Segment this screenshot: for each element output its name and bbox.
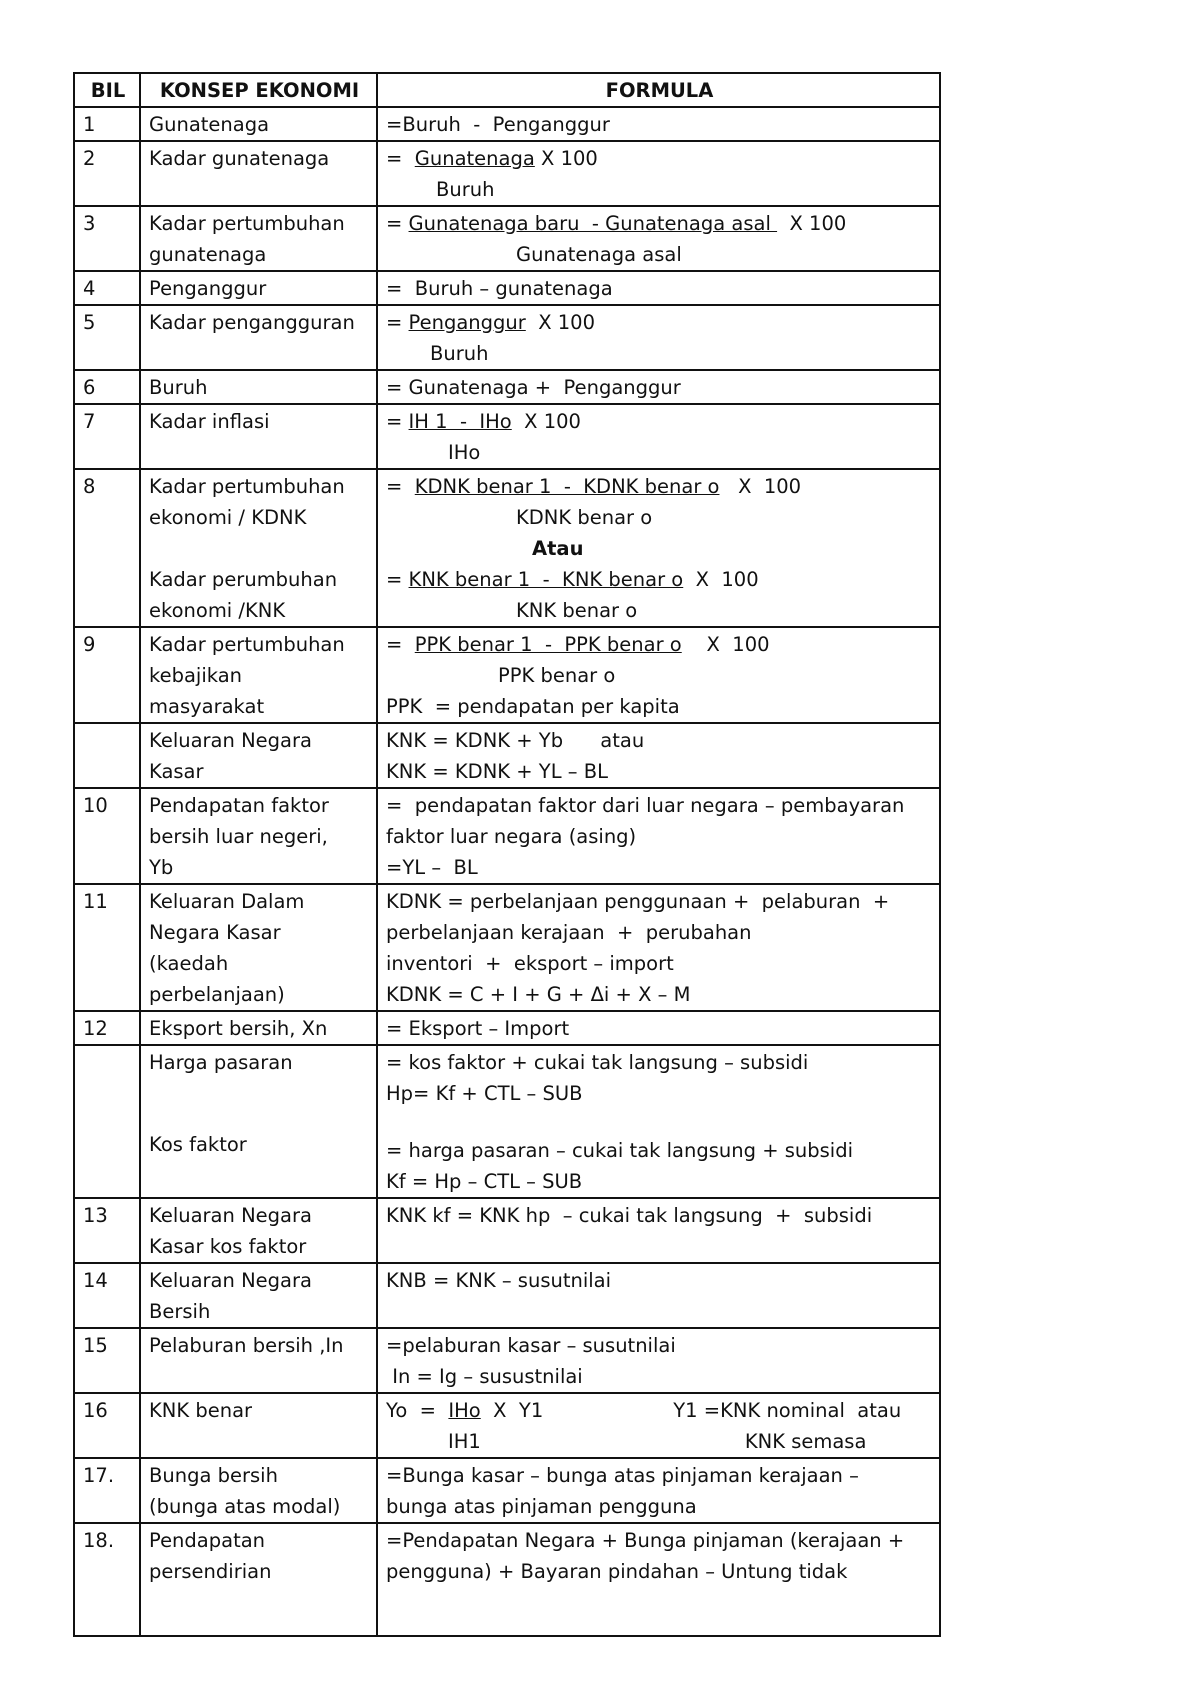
row-number: 16: [74, 1393, 140, 1458]
concept-line: Negara Kasar: [149, 921, 281, 944]
formula-line: Kf = Hp – CTL – SUB: [386, 1170, 583, 1193]
formula-line: KDNK = perbelanjaan penggunaan + pelaburan +: [386, 890, 890, 913]
concept-cell: Penganggur: [140, 271, 377, 305]
formula-cell: [377, 107, 940, 141]
formula-line: KNK = KDNK + Yb atau: [386, 729, 645, 752]
formula-line: KDNK = C + I + G + Δi + X – M: [386, 983, 691, 1006]
table-row: [74, 884, 940, 1011]
row-number: 11: [74, 884, 140, 1011]
concept-cell: [140, 206, 377, 271]
header-bil: BIL: [74, 73, 140, 107]
row-number: 10: [74, 788, 140, 884]
fraction-denominator: IH1: [448, 1430, 481, 1453]
table-row: [74, 1523, 940, 1636]
formula-line: = kos faktor + cukai tak langsung – subsidi: [386, 1051, 809, 1074]
concept-line: Bunga bersih: [149, 1464, 278, 1487]
fraction-denominator: IHo: [448, 441, 481, 464]
concept-cell: [140, 1045, 377, 1198]
row-number: 12: [74, 1011, 140, 1045]
table-row: [74, 723, 940, 788]
row-number: 17.: [74, 1458, 140, 1523]
table-row: [74, 1045, 940, 1198]
fraction-numerator: KDNK benar 1 - KDNK benar o: [414, 475, 720, 498]
concept-line: bersih luar negeri,: [149, 825, 328, 848]
concept-cell: Eksport bersih, Xn: [140, 1011, 377, 1045]
table-row: [74, 141, 940, 206]
row-number: 1: [74, 107, 140, 141]
table-row: [74, 1263, 940, 1328]
formula-cell: [377, 1458, 940, 1523]
concept-line: [149, 533, 370, 564]
fraction-numerator: Gunatenaga: [414, 147, 535, 170]
formula-prefix: =: [386, 568, 409, 591]
row-number: 13: [74, 1198, 140, 1263]
concept-line: Kasar: [149, 760, 204, 783]
concept-cell: Pelaburan bersih ,In: [140, 1328, 377, 1393]
formula-cell: [377, 1523, 940, 1636]
concept-cell: [140, 723, 377, 788]
table-row: [74, 271, 940, 305]
formula-cell: [377, 1263, 940, 1328]
formula-cell: [377, 370, 940, 404]
formula-prefix: Yo =: [386, 1399, 449, 1422]
concept-line: perbelanjaan): [149, 983, 285, 1006]
table-row: [74, 627, 940, 723]
concept-line: [149, 1109, 370, 1129]
formula-note: Y1 =KNK nominal atau: [673, 1399, 902, 1422]
formula-line: = Gunatenaga + Penganggur: [386, 376, 681, 399]
fraction-denominator: KNK benar o: [516, 599, 638, 622]
formula-suffix: X 100: [777, 212, 847, 235]
table-row: [74, 1393, 940, 1458]
formula-cell: [377, 788, 940, 884]
table-row: [74, 1011, 940, 1045]
concept-line: Pendapatan: [149, 1529, 266, 1552]
concept-line: Keluaran Negara: [149, 1269, 312, 1292]
row-number: [74, 1045, 140, 1198]
fraction-numerator: IHo: [448, 1399, 481, 1422]
formula-line: [386, 1109, 933, 1135]
concept-cell: [140, 469, 377, 627]
formula-line: Hp= Kf + CTL – SUB: [386, 1082, 583, 1105]
concept-cell: [140, 627, 377, 723]
concept-cell: Buruh: [140, 370, 377, 404]
formula-line: = Eksport – Import: [386, 1017, 570, 1040]
table-row: [74, 370, 940, 404]
formula-line: = harga pasaran – cukai tak langsung + subsidi: [386, 1139, 854, 1162]
concept-line: ekonomi / KDNK: [149, 506, 307, 529]
fraction-denominator: Gunatenaga asal: [516, 243, 682, 266]
concept-cell: [140, 788, 377, 884]
formula-suffix: X 100: [683, 568, 759, 591]
concept-line: Keluaran Negara: [149, 1204, 312, 1227]
row-number: 15: [74, 1328, 140, 1393]
concept-cell: Gunatenaga: [140, 107, 377, 141]
formula-suffix: X Y1: [480, 1399, 544, 1422]
concept-line: Kadar pertumbuhan: [149, 475, 345, 498]
header-konsep: KONSEP EKONOMI: [140, 73, 377, 107]
concept-cell: [140, 1458, 377, 1523]
formula-prefix: =: [386, 212, 409, 235]
formula-cell: [377, 1393, 940, 1458]
formula-cell: [377, 627, 940, 723]
formula-line: =Bunga kasar – bunga atas pinjaman kerajaan –: [386, 1464, 859, 1487]
row-number: 9: [74, 627, 140, 723]
table-header-row: [74, 73, 940, 107]
formula-cell: [377, 723, 940, 788]
table-row: [74, 1198, 940, 1263]
row-number: 18.: [74, 1523, 140, 1636]
formula-line: =Pendapatan Negara + Bunga pinjaman (kerajaan +: [386, 1529, 905, 1552]
formula-line: =pelaburan kasar – susutnilai: [386, 1334, 676, 1357]
fraction-numerator: KNK benar 1 - KNK benar o: [408, 568, 684, 591]
formula-suffix: X 100: [525, 311, 595, 334]
formula-line: inventori + eksport – import: [386, 952, 674, 975]
table-row: [74, 1328, 940, 1393]
concept-line: (kaedah: [149, 952, 229, 975]
formula-prefix: =: [386, 147, 415, 170]
concept-cell: KNK benar: [140, 1393, 377, 1458]
row-number: 5: [74, 305, 140, 370]
formula-prefix: =: [386, 475, 415, 498]
formula-suffix: X 100: [534, 147, 598, 170]
concept-line: Harga pasaran: [149, 1051, 293, 1074]
concept-line: Yb: [149, 856, 174, 879]
row-number: 2: [74, 141, 140, 206]
formula-table: [73, 72, 941, 1637]
concept-cell: Kadar pengangguran: [140, 305, 377, 370]
formula-cell: [377, 1011, 940, 1045]
concept-cell: Kadar inflasi: [140, 404, 377, 469]
table-row: [74, 469, 940, 627]
formula-note: KNK semasa: [744, 1430, 867, 1453]
formula-cell: [377, 1328, 940, 1393]
row-number: 8: [74, 469, 140, 627]
formula-cell: [377, 1045, 940, 1198]
formula-cell: [377, 271, 940, 305]
formula-suffix: X 100: [681, 633, 770, 656]
formula-line: perbelanjaan kerajaan + perubahan: [386, 921, 752, 944]
concept-line: Kadar pertumbuhan: [149, 633, 345, 656]
concept-line: Bersih: [149, 1300, 211, 1323]
row-number: 6: [74, 370, 140, 404]
concept-cell: [140, 884, 377, 1011]
formula-line: = pendapatan faktor dari luar negara – pembayaran: [386, 794, 905, 817]
row-number: 4: [74, 271, 140, 305]
formula-cell: [377, 1198, 940, 1263]
formula-line: KNB = KNK – susutnilai: [386, 1269, 612, 1292]
table-row: [74, 107, 940, 141]
table-row: [74, 404, 940, 469]
fraction-denominator: KDNK benar o: [516, 506, 653, 529]
formula-cell: [377, 141, 940, 206]
formula-prefix: =: [386, 410, 409, 433]
fraction-denominator: PPK benar o: [498, 664, 616, 687]
formula-line: = Buruh – gunatenaga: [386, 277, 613, 300]
concept-line: (bunga atas modal): [149, 1495, 341, 1518]
concept-line: gunatenaga: [149, 243, 267, 266]
concept-line: Kadar pertumbuhan: [149, 212, 345, 235]
fraction-denominator: Buruh: [430, 342, 489, 365]
concept-cell: [140, 1198, 377, 1263]
fraction-numerator: PPK benar 1 - PPK benar o: [414, 633, 682, 656]
formula-suffix: X 100: [511, 410, 581, 433]
formula-cell: [377, 206, 940, 271]
formula-line: In = Ig – susustnilai: [386, 1365, 583, 1388]
formula-cell: [377, 305, 940, 370]
formula-line: =Buruh - Penganggur: [386, 113, 610, 136]
fraction-numerator: Penganggur: [408, 311, 526, 334]
formula-prefix: =: [386, 311, 409, 334]
formula-suffix: X 100: [719, 475, 802, 498]
formula-note: PPK = pendapatan per kapita: [386, 695, 680, 718]
concept-line: Kos faktor: [149, 1133, 247, 1156]
fraction-numerator: Gunatenaga baru - Gunatenaga asal: [408, 212, 778, 235]
concept-line: Keluaran Negara: [149, 729, 312, 752]
row-number: 14: [74, 1263, 140, 1328]
row-number: 7: [74, 404, 140, 469]
table-row: [74, 206, 940, 271]
fraction-denominator: Buruh: [436, 178, 495, 201]
formula-cell: [377, 469, 940, 627]
row-number: [74, 723, 140, 788]
concept-line: Kasar kos faktor: [149, 1235, 307, 1258]
concept-line: [149, 1078, 370, 1109]
concept-cell: Kadar gunatenaga: [140, 141, 377, 206]
concept-cell: [140, 1523, 377, 1636]
fraction-numerator: IH 1 - IHo: [408, 410, 512, 433]
concept-line: masyarakat: [149, 695, 265, 718]
concept-line: kebajikan: [149, 664, 243, 687]
table-row: [74, 305, 940, 370]
formula-line: faktor luar negara (asing): [386, 825, 637, 848]
formula-cell: [377, 404, 940, 469]
formula-cell: [377, 884, 940, 1011]
formula-line: bunga atas pinjaman pengguna: [386, 1495, 697, 1518]
concept-line: Keluaran Dalam: [149, 890, 305, 913]
atau-label: Atau: [532, 537, 584, 560]
concept-line: Pendapatan faktor: [149, 794, 329, 817]
concept-cell: [140, 1263, 377, 1328]
row-number: 3: [74, 206, 140, 271]
formula-prefix: =: [386, 633, 415, 656]
concept-line: ekonomi /KNK: [149, 599, 286, 622]
formula-line: KNK kf = KNK hp – cukai tak langsung + subsidi: [386, 1204, 873, 1227]
formula-line: =YL – BL: [386, 856, 478, 879]
concept-line: Kadar perumbuhan: [149, 568, 338, 591]
table-row: [74, 788, 940, 884]
header-formula: FORMULA: [377, 73, 940, 107]
concept-line: persendirian: [149, 1560, 272, 1583]
table-row: [74, 1458, 940, 1523]
formula-line: KNK = KDNK + YL – BL: [386, 760, 608, 783]
formula-line: pengguna) + Bayaran pindahan – Untung tidak: [386, 1560, 848, 1583]
